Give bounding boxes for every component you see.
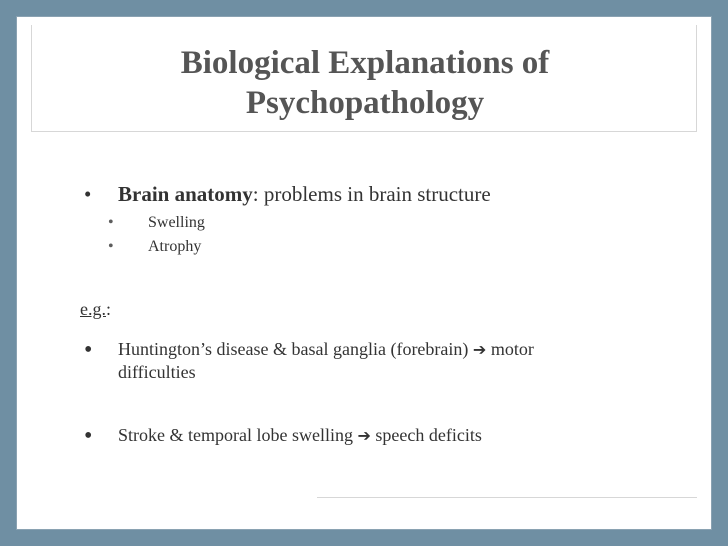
main-bullet-marker: • — [84, 182, 92, 206]
example-text-1-line-2: difficulties — [118, 362, 196, 382]
slide-title-line-1: Biological Explanations of — [180, 45, 550, 81]
main-bullet-text — [118, 182, 491, 206]
example-text-1 — [118, 338, 534, 383]
slide-title-line-2: Psychopathology — [245, 85, 485, 121]
example-text-1-line-1-suffix: motor — [486, 339, 534, 359]
right-arrow-icon: ➔ — [472, 340, 487, 359]
right-arrow-icon: ➔ — [357, 426, 371, 445]
main-bullet-rest: : problems in brain structure — [252, 182, 491, 206]
example-label-suffix: : — [106, 299, 112, 319]
sub-bullet-text-2: Atrophy — [148, 238, 202, 255]
example-text-2-prefix: Stroke & temporal lobe swelling — [118, 425, 358, 445]
sub-bullet-marker-1: • — [108, 214, 114, 231]
sub-bullet-marker-2: • — [108, 238, 114, 255]
example-label — [80, 298, 111, 320]
example-text-2 — [118, 424, 482, 447]
main-bullet-bold: Brain anatomy — [118, 182, 253, 206]
example-label-underlined: e.g. — [80, 299, 106, 319]
slide — [17, 17, 711, 529]
example-bullet-marker-2: • — [84, 423, 93, 449]
example-text-2-suffix: speech deficits — [370, 425, 482, 445]
sub-bullet-text-1: Swelling — [148, 214, 205, 231]
bottom-rule — [317, 497, 697, 498]
example-bullet-marker-1: • — [84, 337, 93, 363]
slide-content — [17, 17, 711, 529]
example-text-1-line-1-prefix: Huntington’s disease & basal ganglia (forebrain) — [118, 339, 473, 359]
